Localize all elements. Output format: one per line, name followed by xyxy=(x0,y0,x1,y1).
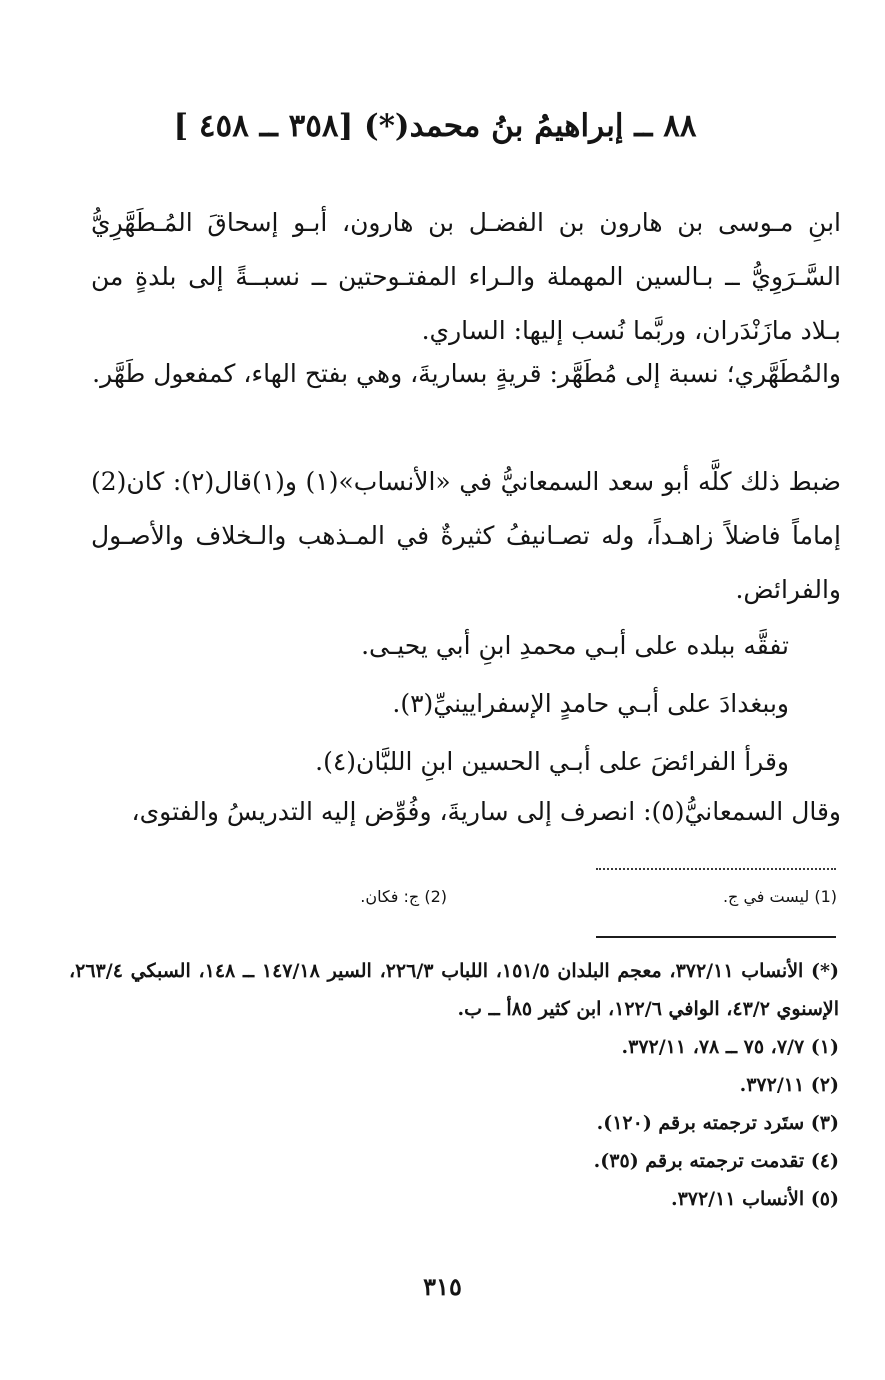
entry-heading: ٨٨ ــ إبراهيمُ بنُ محمد(*) [٣٥٨ ــ ٤٥٨ ] xyxy=(173,108,697,144)
teachers-list xyxy=(89,617,789,791)
footnote-sources: (*) الأنساب ٣٧٢/١١، معجم البلدان ١٥١/٥، اللباب ٢٢٦/٣، السير ١٤٧/١٨ ــ ١٤٨، السبكي ٢٦٣/٤، الإسنوي ٤٣/٢، الوافي ١٢٢/٦، ابن كثير ٨٥أ ــ ب. xyxy=(69,960,839,1020)
footnote-separator xyxy=(596,936,836,938)
footnote: (٢) ٣٧٢/١١. xyxy=(739,1074,839,1096)
paragraph-last: وقال السمعانيُّ(٥): انصرف إلى ساريةَ، وفُوِّض إليه التدريسُ والفتوى، xyxy=(131,797,841,826)
list-line: وببغدادَ على أبـي حامدٍ الإسفرايينيِّ(٣). xyxy=(392,689,789,718)
variant-note: (2) ج: فكان. xyxy=(360,887,447,906)
dotted-separator xyxy=(596,868,836,870)
paragraph-samani: ضبط ذلك كلَّه أبو سعد السمعانيُّ في «الأنساب»(١) و(١)قال(٢): كان(2) إماماً فاضلاً زاهـداً، وله تصـانيفُ كثيرةٌ في المـذهب والـخلاف والأصـول والفرائض. xyxy=(91,467,841,604)
paragraph-lineage: ابنِ مـوسى بن هارون بن الفضـل بن هارون، أبـو إسحاقَ المُـطَهَّرِيُّ السَّـرَوِيُّ ــ بـالسين المهملة والـراء المفتـوحتين ــ نسبــةً إلى بلدةٍ من بـلاد مازَنْدَران، وربَّما نُسب إليها: الساري. xyxy=(91,208,841,345)
list-line: تفقَّه ببلده على أبـي محمدِ ابنِ أبي يحيـى. xyxy=(361,631,789,660)
footnote: (٤) تقدمت ترجمته برقم (٣٥). xyxy=(593,1150,839,1172)
footnotes xyxy=(69,952,839,1218)
variant-note: (1) ليست في ج. xyxy=(722,887,837,906)
footnote: (٣) ستَرد ترجمته برقم (١٢٠). xyxy=(596,1112,839,1134)
paragraph-nisba: والمُطَهَّري؛ نسبة إلى مُطَهَّر: قريةٍ بساريةَ، وهي بفتح الهاء، كمفعول طَهَّر. xyxy=(92,359,841,388)
list-line: وقرأ الفرائضَ على أبـي الحسين ابنِ اللبَّان(٤). xyxy=(315,747,789,776)
footnote: (٥) الأنساب ٣٧٢/١١. xyxy=(670,1188,839,1210)
page-number: ٣١٥ xyxy=(423,1272,462,1301)
footnote: (١) ٧/٧، ٧٥ ــ ٧٨، ٣٧٢/١١. xyxy=(621,1036,839,1058)
